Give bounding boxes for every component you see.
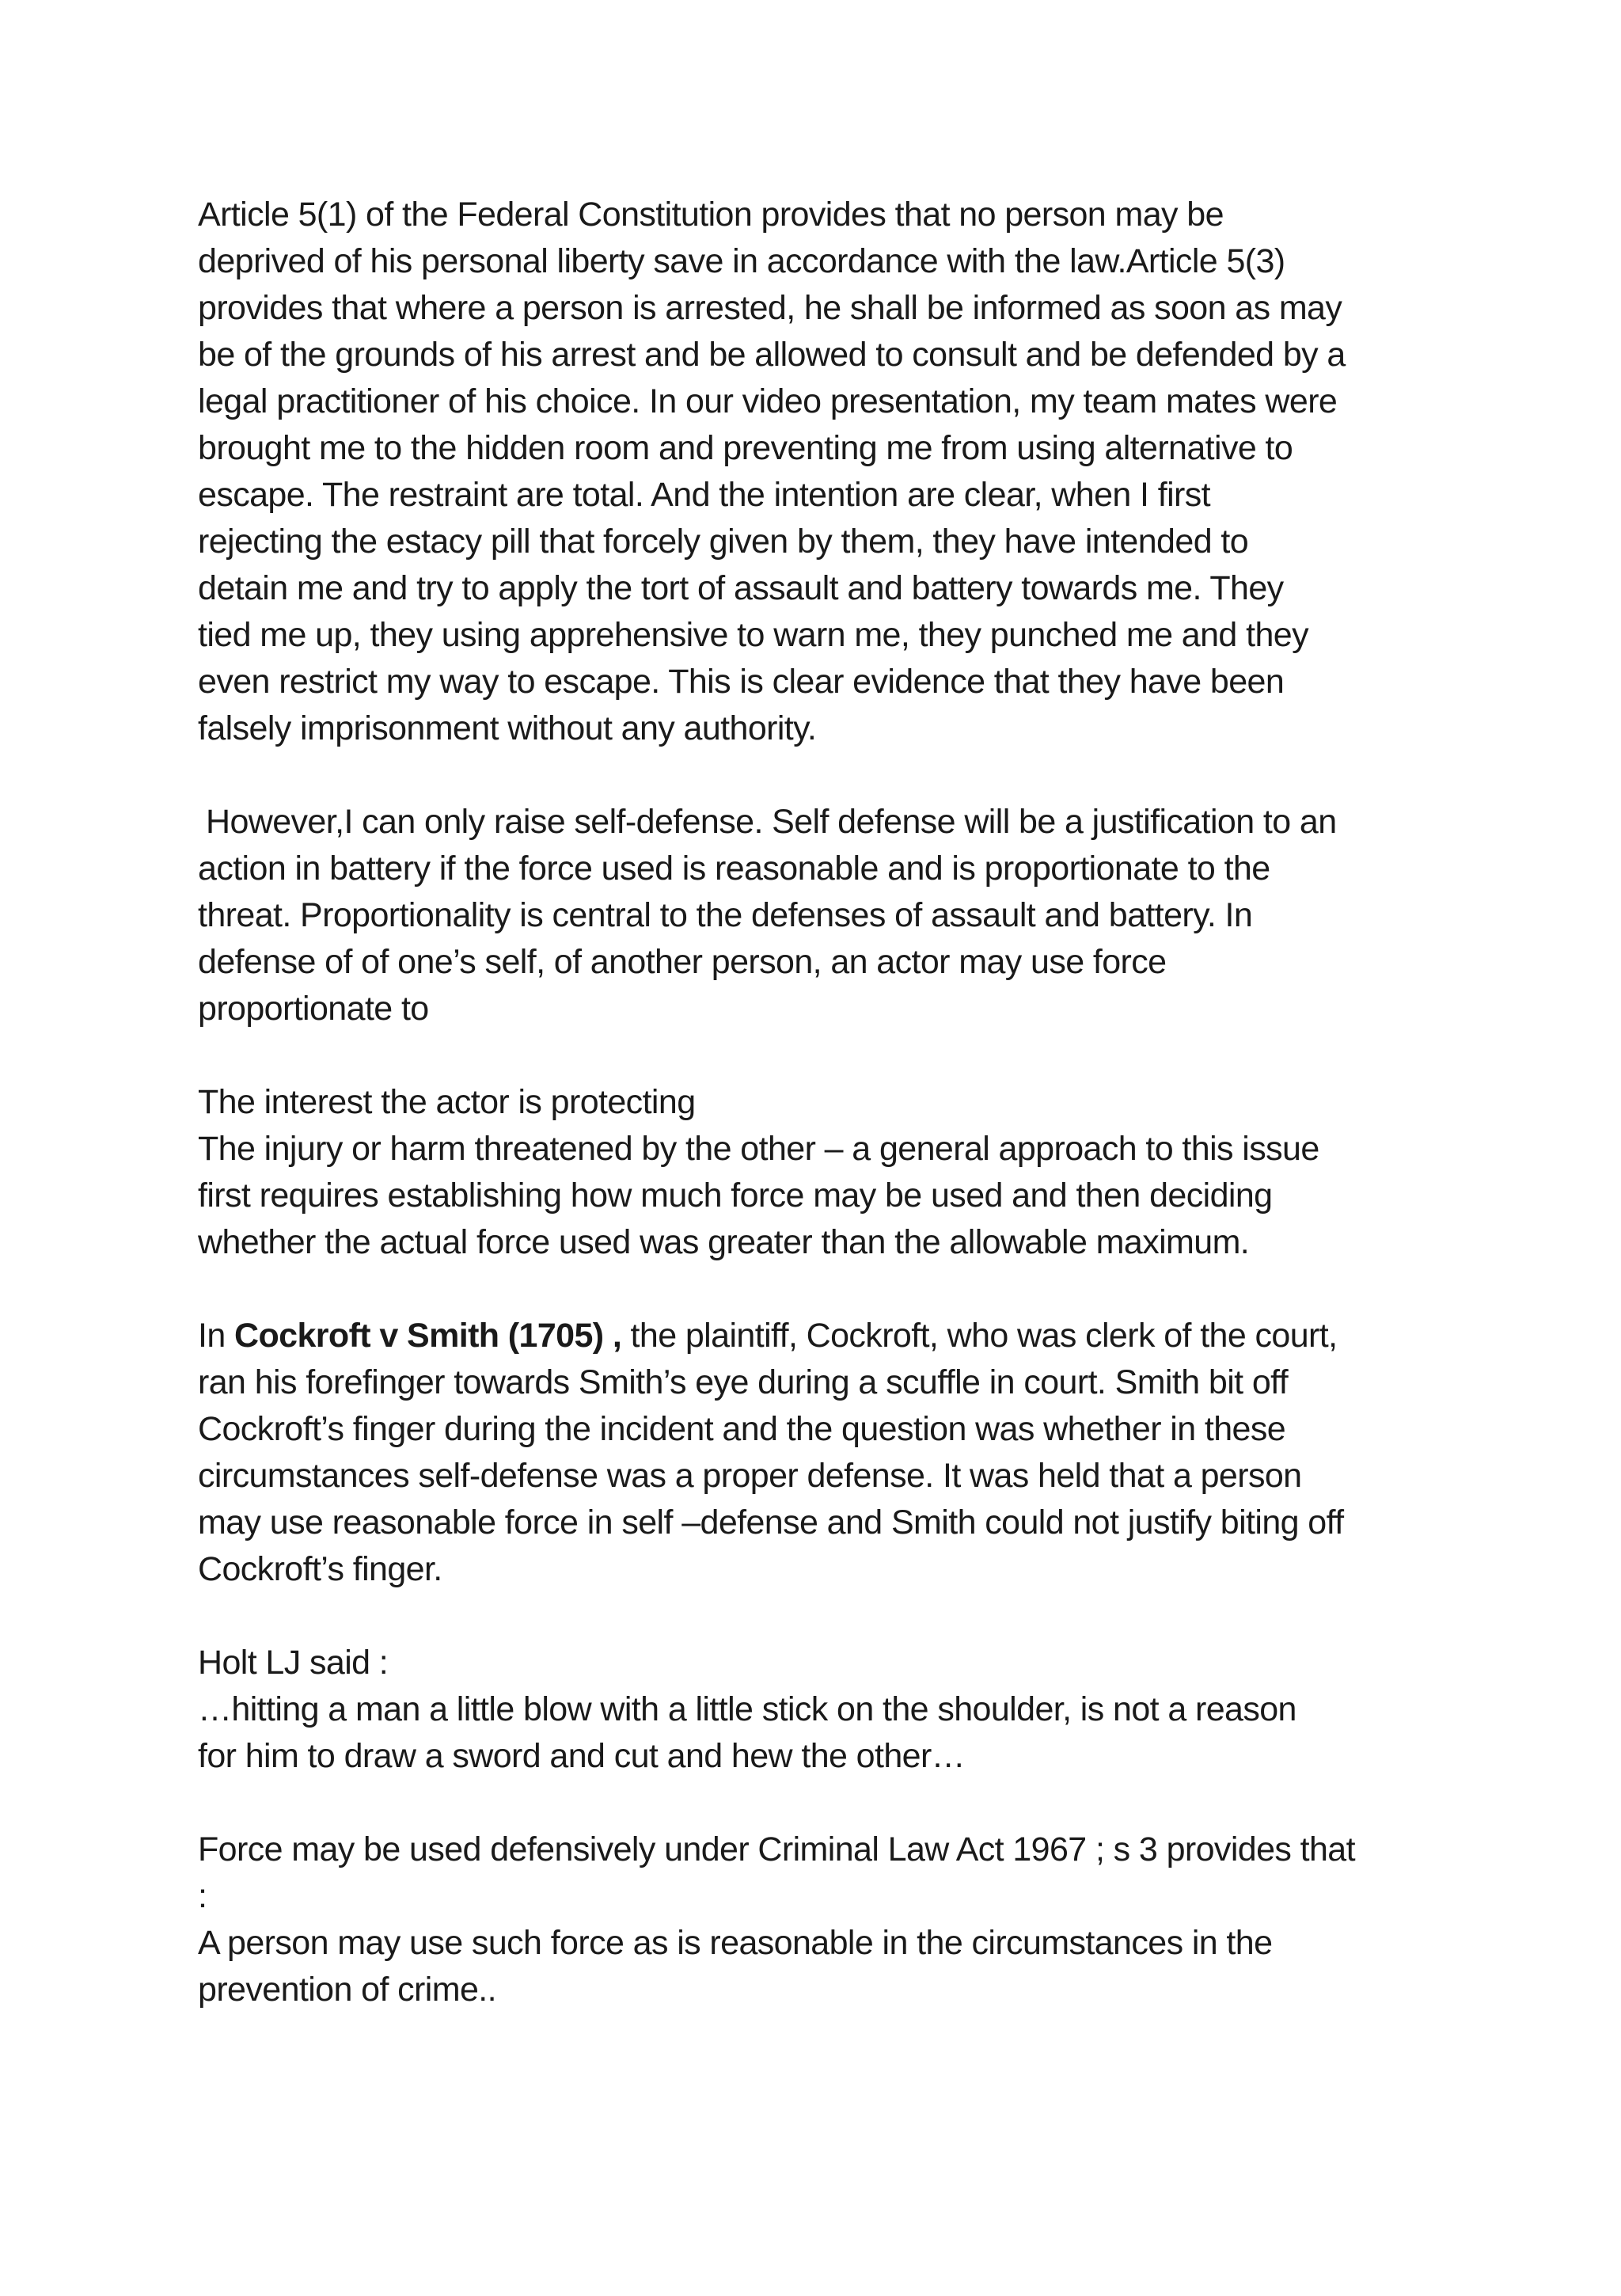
text-line: Cockroft’s finger. — [198, 1550, 442, 1588]
paragraph-proportionality — [198, 1079, 1448, 1266]
text-line: …hitting a man a little blow with a little stick on the shoulder, is not a reason — [198, 1690, 1296, 1728]
text-line: falsely imprisonment without any authority. — [198, 709, 817, 747]
text-line: prevention of crime.. — [198, 1971, 496, 2009]
document-body — [198, 192, 1448, 2060]
paragraph-article-5 — [198, 192, 1448, 752]
text-line: However,I can only raise self-defense. Self defense will be a justification to an — [206, 803, 1337, 841]
text-line: ran his forefinger towards Smith’s eye during a scuffle in court. Smith bit off — [198, 1363, 1289, 1401]
text-line: circumstances self-defense was a proper defense. It was held that a person — [198, 1457, 1302, 1495]
text-line: first requires establishing how much force may be used and then deciding — [198, 1177, 1273, 1215]
text-line: The interest the actor is protecting — [198, 1083, 696, 1121]
paragraph-self-defense — [198, 799, 1448, 1032]
text-line: tied me up, they using apprehensive to warn me, they punched me and they — [198, 616, 1308, 654]
text-line: Holt LJ said : — [198, 1644, 389, 1682]
text-line: defense of of one’s self, of another person, an actor may use force — [198, 943, 1167, 981]
text-line: detain me and try to apply the tort of assault and battery towards me. They — [198, 569, 1284, 607]
text-line: : — [198, 1877, 207, 1915]
paragraph-holt-quote — [198, 1640, 1448, 1780]
text-line: whether the actual force used was greater than the allowable maximum. — [198, 1223, 1250, 1261]
text-line: A person may use such force as is reasonable in the circumstances in the — [198, 1924, 1273, 1962]
text-line: threat. Proportionality is central to the defenses of assault and battery. In — [198, 896, 1253, 934]
text-line: Force may be used defensively under Criminal Law Act 1967 ; s 3 provides that — [198, 1830, 1355, 1868]
text-line — [198, 1313, 1448, 1359]
text-line: brought me to the hidden room and preventing me from using alternative to — [198, 429, 1293, 467]
text-line: escape. The restraint are total. And the intention are clear, when I first — [198, 476, 1211, 514]
text-line: deprived of his personal liberty save in accordance with the law.Article 5(3) — [198, 242, 1285, 280]
text-line: The injury or harm threatened by the other – a general approach to this issue — [198, 1130, 1319, 1168]
text-line: proportionate to — [198, 990, 429, 1028]
text-line: rejecting the estacy pill that forcely given by them, they have intended to — [198, 523, 1249, 561]
text-line: legal practitioner of his choice. In our video presentation, my team mates were — [198, 382, 1338, 420]
text-line: may use reasonable force in self –defense and Smith could not justify biting off — [198, 1503, 1344, 1541]
text-line: even restrict my way to escape. This is clear evidence that they have been — [198, 663, 1285, 701]
text-fragment: In — [198, 1317, 235, 1355]
case-citation: Cockroft v Smith (1705) , — [234, 1317, 622, 1355]
text-fragment: the plaintiff, Cockroft, who was clerk of the court, — [621, 1317, 1338, 1355]
paragraph-cockroft-case — [198, 1313, 1448, 1593]
text-line: action in battery if the force used is reasonable and is proportionate to the — [198, 850, 1270, 888]
text-line: for him to draw a sword and cut and hew the other… — [198, 1737, 966, 1775]
paragraph-criminal-law-act — [198, 1827, 1448, 2013]
text-line: be of the grounds of his arrest and be allowed to consult and be defended by a — [198, 336, 1346, 374]
text-line: Cockroft’s finger during the incident and the question was whether in these — [198, 1410, 1286, 1448]
text-line: Article 5(1) of the Federal Constitution provides that no person may be — [198, 196, 1224, 234]
text-line: provides that where a person is arrested, he shall be informed as soon as may — [198, 289, 1342, 327]
